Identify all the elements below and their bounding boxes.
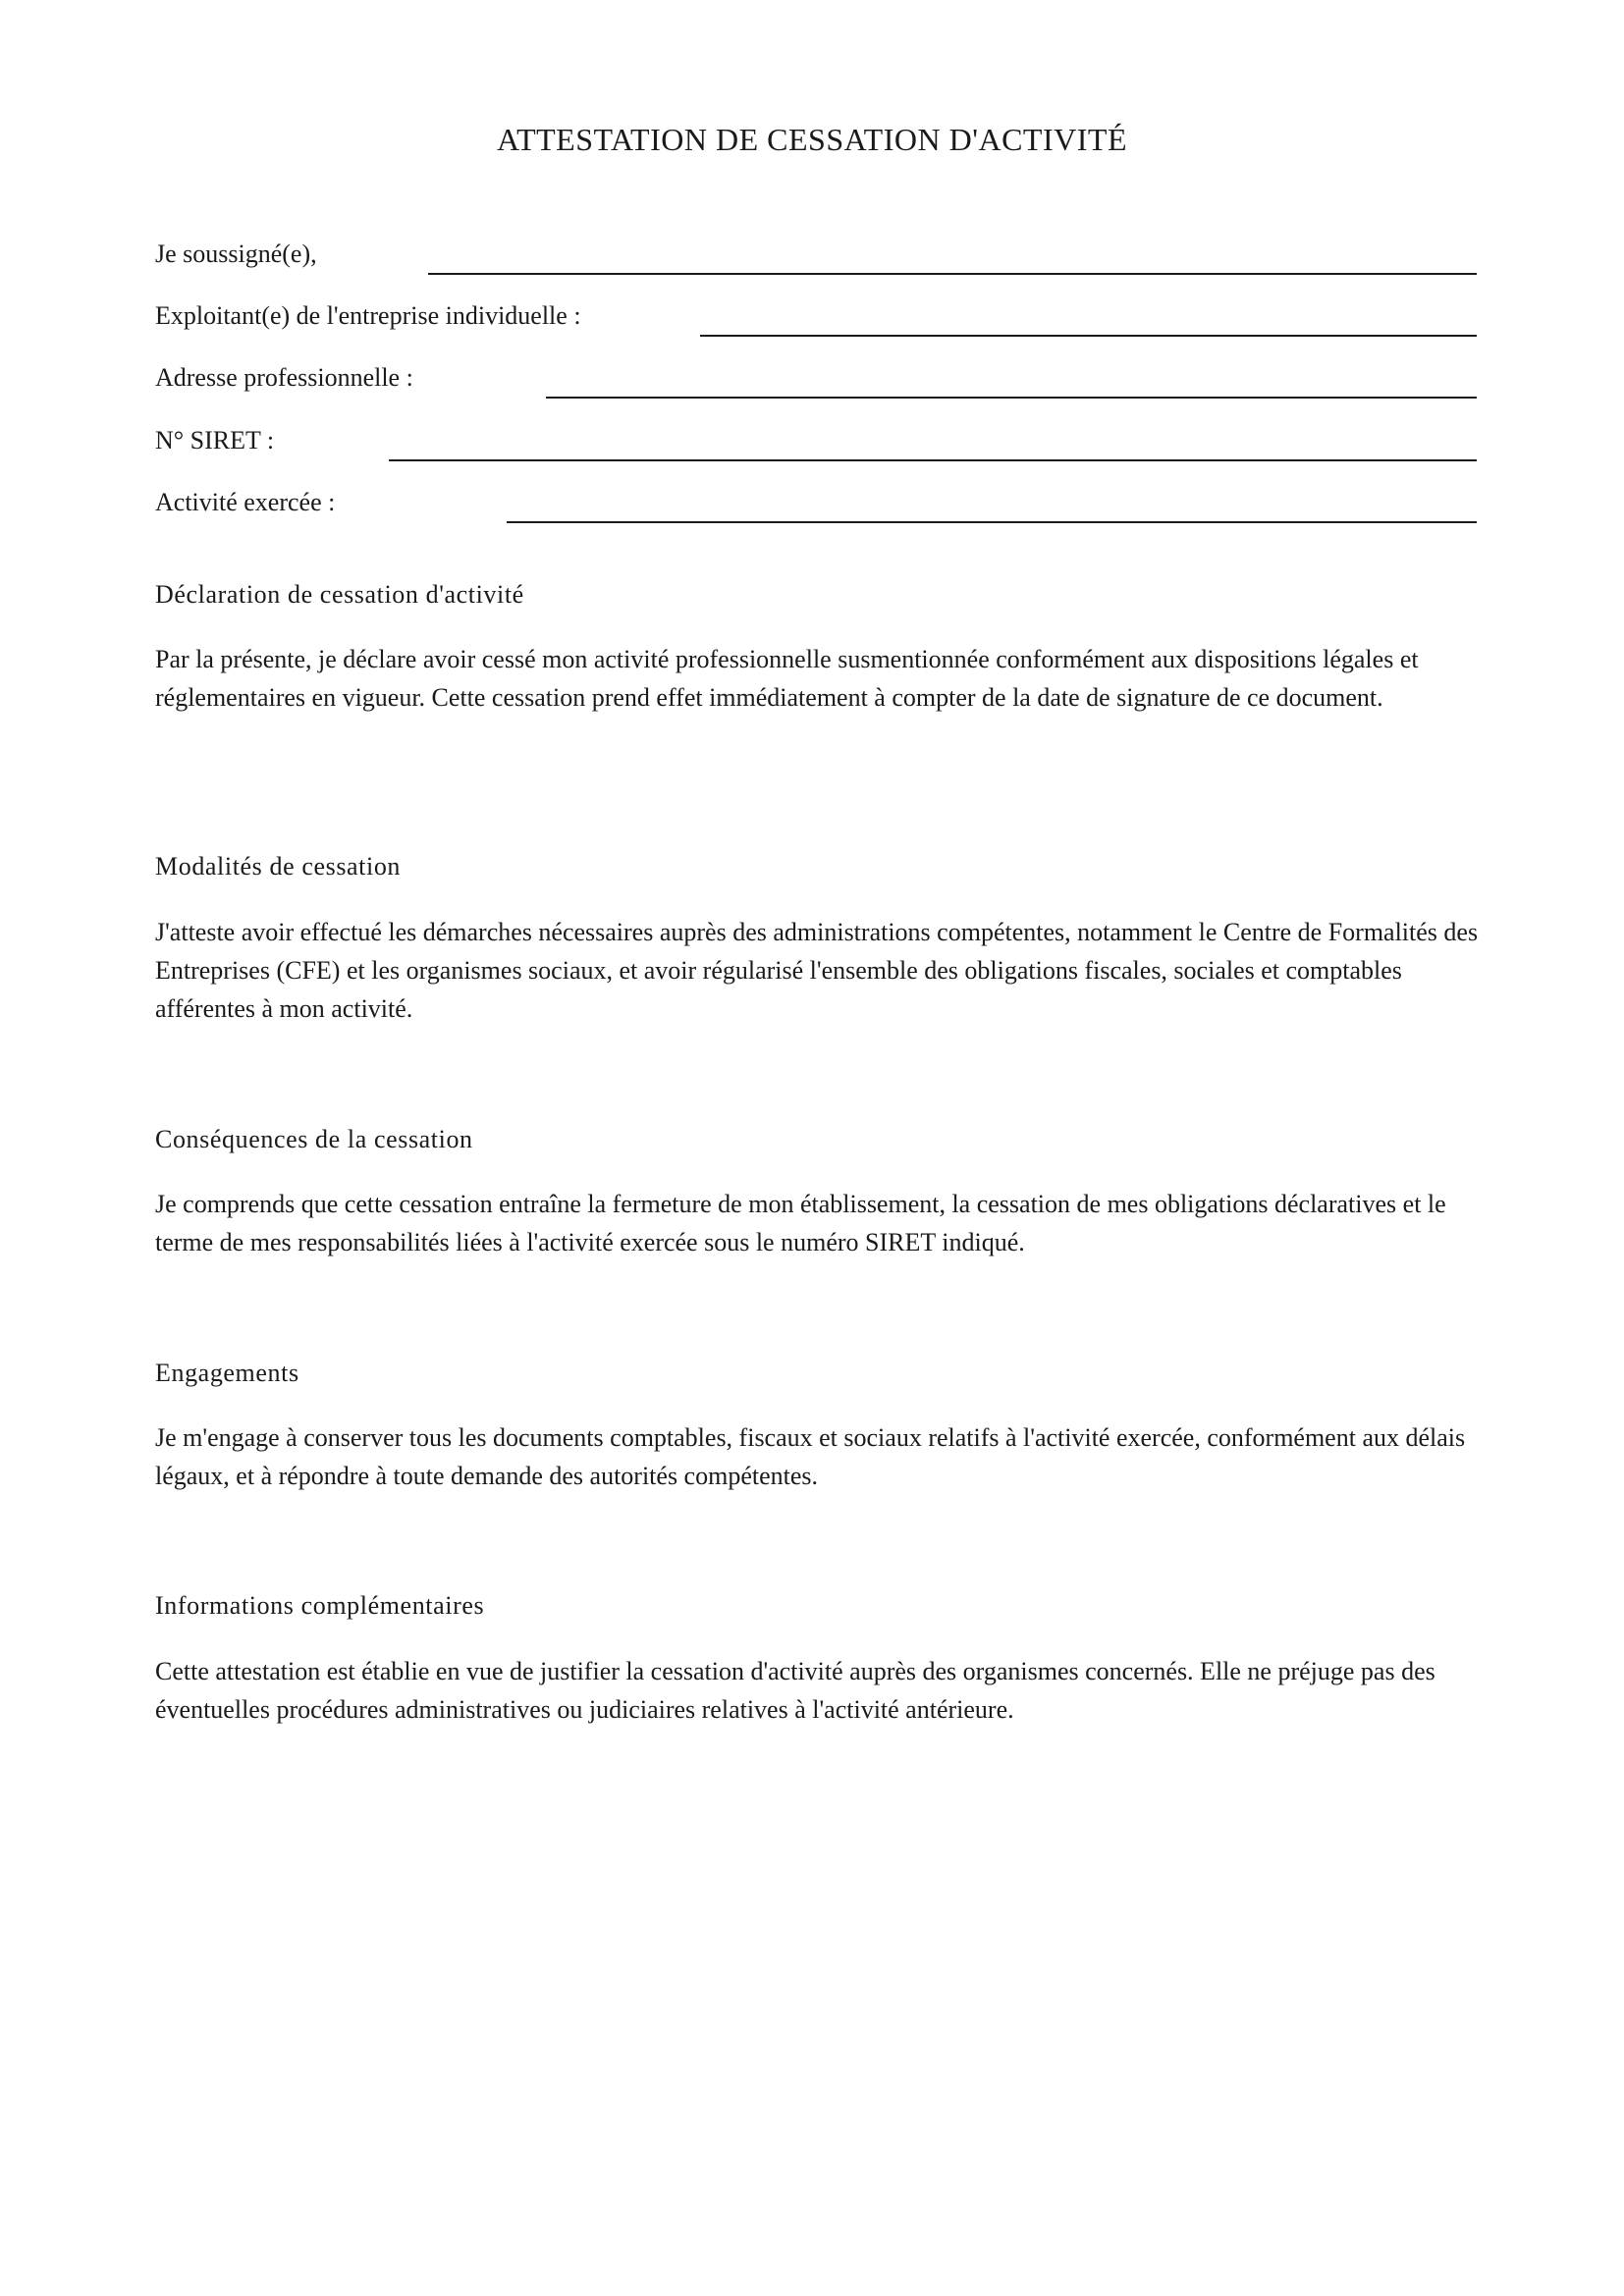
exploitant-input[interactable] [700, 335, 1477, 337]
section-body-consequences: Je comprends que cette cessation entraîne la fermeture de mon établissement, la cessation de mes obligations déclaratives et le terme de mes responsabilités liées à l'activité exercée sous le numéro SIRET indiqué. [155, 1190, 1446, 1256]
field-soussigne [155, 236, 1477, 275]
field-activite [155, 484, 1477, 523]
section-body-declaration: Par la présente, je déclare avoir cessé mon activité professionnelle susmentionnée conformément aux dispositions légales et réglementaires en vigueur. Cette cessation prend effet immédiatement à compter de la date de signature de ce document. [155, 645, 1419, 712]
section-body-informations: Cette attestation est établie en vue de justifier la cessation d'activité auprès des organismes concernés. Elle ne préjuge pas des éventuelles procédures administratives ou judiciaires relatives à l'activité antérieure. [155, 1657, 1435, 1724]
section-heading-engagements: Engagements [155, 1359, 299, 1387]
field-label-adresse: Adresse professionnelle : [155, 363, 413, 392]
section-heading-declaration: Déclaration de cessation d'activité [155, 580, 524, 609]
field-adresse [155, 359, 1477, 399]
siret-input[interactable] [389, 459, 1477, 461]
field-label-siret: N° SIRET : [155, 426, 275, 454]
section-body-modalites: J'atteste avoir effectué les démarches nécessaires auprès des administrations compétentes, notamment le Centre de Formalités des Entreprises (CFE) et les organismes sociaux, et avoir régularisé l'ensemble des obligations fiscales, sociales et comptables afférentes à mon activité. [155, 918, 1479, 1023]
section-heading-modalites: Modalités de cessation [155, 852, 402, 881]
section-heading-consequences: Conséquences de la cessation [155, 1125, 473, 1153]
section-heading-informations: Informations complémentaires [155, 1591, 485, 1620]
adresse-input[interactable] [546, 397, 1477, 399]
field-exploitant [155, 297, 1477, 337]
field-siret [155, 422, 1477, 461]
section-body-engagements: Je m'engage à conserver tous les documents comptables, fiscaux et sociaux relatifs à l'activité exercée, conformément aux délais légaux, et à répondre à toute demande des autorités compétentes. [155, 1423, 1466, 1490]
document-title: ATTESTATION DE CESSATION D'ACTIVITÉ [497, 122, 1127, 157]
activite-input[interactable] [507, 521, 1477, 523]
field-label-activite: Activité exercée : [155, 488, 336, 516]
soussigne-input[interactable] [428, 273, 1477, 275]
field-label-exploitant: Exploitant(e) de l'entreprise individuelle : [155, 301, 581, 330]
field-label-soussigne: Je soussigné(e), [155, 240, 317, 268]
